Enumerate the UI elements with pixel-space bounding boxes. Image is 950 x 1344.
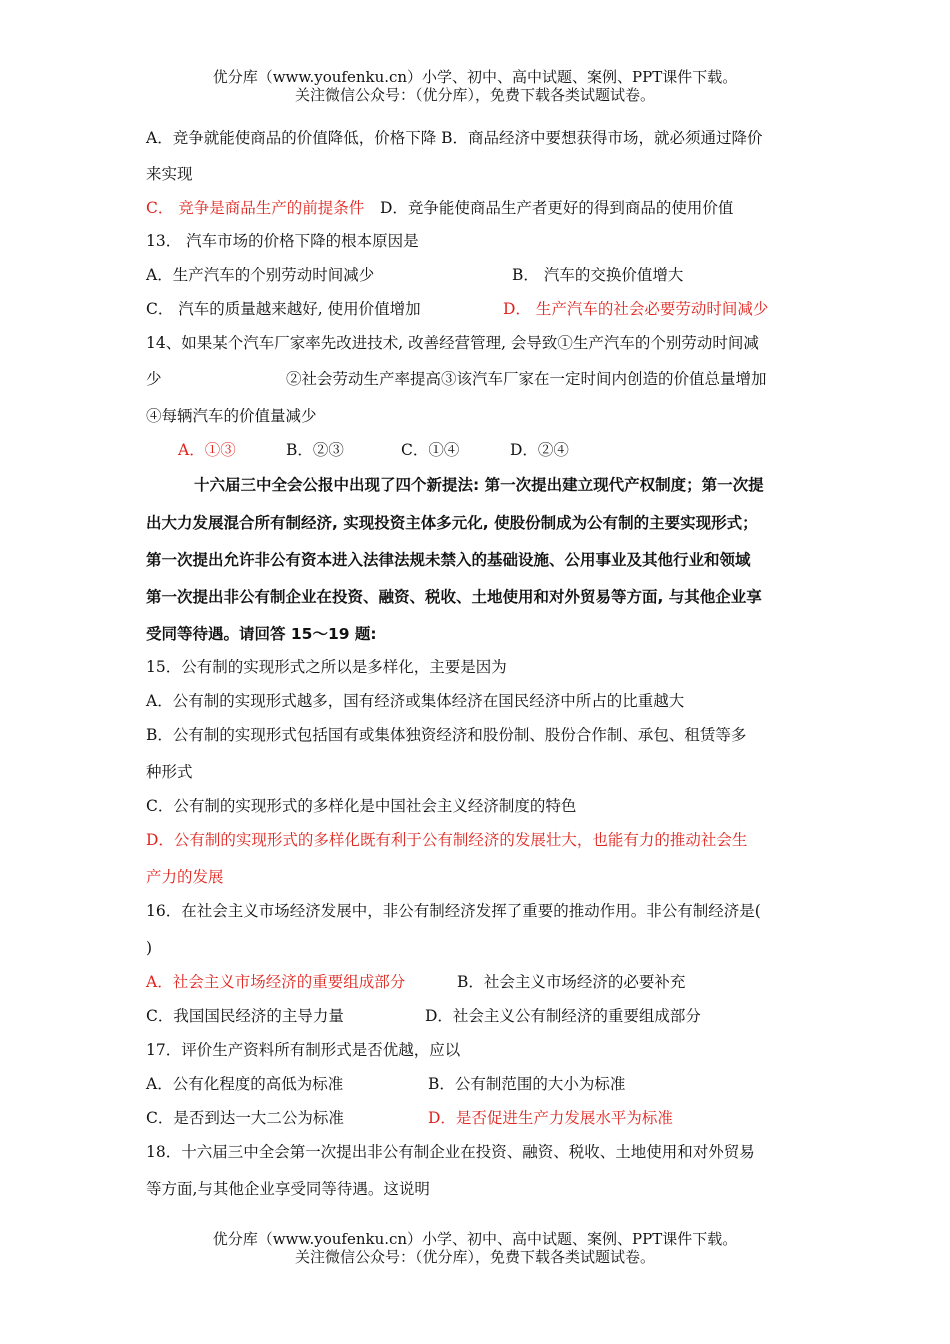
q14-option-c: C．①④ (401, 441, 460, 459)
q15-option-d-answer: D．公有制的实现形式的多样化既有利于公有制经济的发展壮大，也能有力的推动社会生 (146, 831, 748, 849)
q17-option-a: A．公有化程度的高低为标准 (146, 1075, 344, 1093)
q13-option-c: C． 汽车的质量越来越好, 使用价值增加 (146, 300, 421, 318)
q15-option-b-cont: 种形式 (146, 763, 193, 781)
q16-option-c: C．我国国民经济的主导力量 (146, 1007, 344, 1025)
passage-line-1: 十六届三中全会公报中出现了四个新提法: 第一次提出建立现代产权制度；第一次提 (194, 476, 764, 494)
page-footer (0, 1230, 950, 1266)
q16-option-d: D．社会主义公有制经济的重要组成部分 (425, 1007, 701, 1025)
q16-option-b: B．社会主义市场经济的必要补充 (457, 973, 686, 991)
q17-option-b: B．公有制范围的大小为标准 (428, 1075, 626, 1093)
q12-option-ab: A．竞争就能使商品的价值降低，价格下降 B．商品经济中要想获得市场，就必须通过降价 (146, 129, 763, 147)
footer-line-1: 优分库（www.youfenku.cn）小学、初中、高中试题、案例、PPT课件下载。 (212, 1230, 738, 1248)
q14-stem: 14、如果某个汽车厂家率先改进技术, 改善经营管理, 会导致①生产汽车的个别劳动时间减 (146, 334, 759, 352)
header-line-2: 关注微信公众号：（优分库），免费下载各类试题试卷。 (294, 86, 655, 104)
footer-line-2: 关注微信公众号：（优分库），免费下载各类试题试卷。 (294, 1248, 655, 1266)
q14-stem-cont-b: ②社会劳动生产率提高③该汽车厂家在一定时间内创造的价值总量增加 (286, 370, 767, 388)
passage-line-2: 出大力发展混合所有制经济, 实现投资主体多元化, 使股份制成为公有制的主要实现形式； (146, 514, 758, 532)
q14-stem-cont-a: 少 (146, 370, 162, 388)
q18-stem: 18．十六届三中全会第一次提出非公有制企业在投资、融资、税收、土地使用和对外贸易 (146, 1143, 755, 1161)
q12-option-c-answer: C． 竞争是商品生产的前提条件 (146, 199, 365, 217)
q15-option-a: A．公有制的实现形式越多，国有经济或集体经济在国民经济中所占的比重越大 (146, 692, 685, 710)
passage-line-5: 受同等待遇。请回答 15～19 题: (146, 625, 377, 643)
q17-option-c: C．是否到达一大二公为标准 (146, 1109, 344, 1127)
q13-option-a: A．生产汽车的个别劳动时间减少 (146, 266, 375, 284)
q15-option-c: C．公有制的实现形式的多样化是中国社会主义经济制度的特色 (146, 797, 577, 815)
q16-stem: 16．在社会主义市场经济发展中，非公有制经济发挥了重要的推动作用。非公有制经济是( (146, 902, 761, 920)
q14-stem-cont-c: ④每辆汽车的价值量减少 (146, 407, 317, 425)
q13-stem: 13． 汽车市场的价格下降的根本原因是 (146, 232, 419, 250)
q13-option-b: B． 汽车的交换价值增大 (512, 266, 684, 284)
q16-option-a-answer: A．社会主义市场经济的重要组成部分 (146, 973, 406, 991)
header-line-1: 优分库（www.youfenku.cn）小学、初中、高中试题、案例、PPT课件下载。 (212, 68, 738, 86)
q17-option-d-answer: D．是否促进生产力发展水平为标准 (428, 1109, 673, 1127)
q14-option-b: B．②③ (286, 441, 344, 459)
q14-option-d: D．②④ (510, 441, 569, 459)
q12-option-d: D．竞争能使商品生产者更好的得到商品的使用价值 (380, 199, 734, 217)
page-header (0, 68, 950, 104)
q16-stem-cont: ) (146, 939, 153, 957)
q13-option-d-answer: D． 生产汽车的社会必要劳动时间减少 (503, 300, 769, 318)
q12-option-b-cont: 来实现 (146, 165, 193, 183)
q17-stem: 17．评价生产资料所有制形式是否优越，应以 (146, 1041, 461, 1059)
q18-stem-cont: 等方面,与其他企业享受同等待遇。这说明 (146, 1180, 430, 1198)
passage-line-4: 第一次提出非公有制企业在投资、融资、税收、土地使用和对外贸易等方面, 与其他企业享 (146, 588, 762, 606)
q15-stem: 15．公有制的实现形式之所以是多样化，主要是因为 (146, 658, 507, 676)
q15-option-b: B．公有制的实现形式包括国有或集体独资经济和股份制、股份合作制、承包、租赁等多 (146, 726, 747, 744)
passage-line-3: 第一次提出允许非公有资本进入法律法规未禁入的基础设施、公用事业及其他行业和领域 (146, 551, 751, 569)
q14-option-a-answer: A．①③ (178, 441, 236, 459)
q15-option-d-answer-cont: 产力的发展 (146, 868, 224, 886)
